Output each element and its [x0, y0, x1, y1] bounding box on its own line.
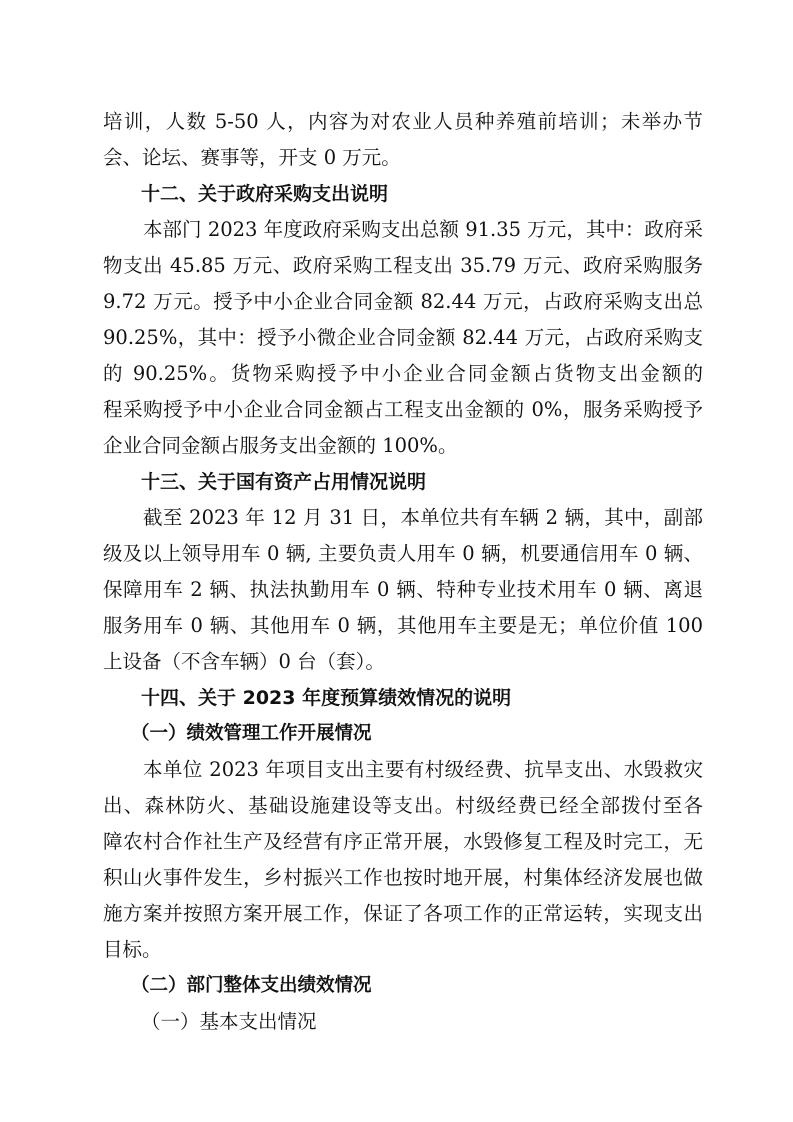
body-text-line: 培训，人数 5-50 人，内容为对农业人员种养殖前培训；未举办节	[103, 110, 703, 133]
body-text-line: 截至 2023 年 12 月 31 日，本单位共有车辆 2 辆，其中，副部	[143, 506, 703, 529]
body-text-line: 程采购授予中小企业合同金额占工程支出金额的 0%，服务采购授予	[103, 398, 703, 421]
body-text-line: 本单位 2023 年项目支出主要有村级经费、抗旱支出、水毁救灾	[143, 758, 703, 781]
body-text-line: 本部门 2023 年度政府采购支出总额 91.35 万元，其中：政府采	[143, 218, 703, 241]
body-text-line: 出、森林防火、基础设施建设等支出。村级经费已经全部拨付至各	[103, 794, 703, 817]
body-text-line: 目标。	[103, 938, 162, 961]
subsection-heading-management: （一）绩效管理工作开展情况	[131, 723, 372, 744]
body-text-line: 企业合同金额占服务支出金额的 100%。	[103, 434, 458, 457]
body-text-line: 会、论坛、赛事等，开支 0 万元。	[103, 146, 401, 169]
body-text-line: 上设备（不含车辆）0 台（套）。	[103, 650, 385, 673]
section-heading-performance: 十四、关于 2023 年度预算绩效情况的说明	[141, 687, 512, 709]
section-heading-procurement: 十二、关于政府采购支出说明	[141, 183, 389, 205]
body-text-line: 9.72 万元。授予中小企业合同金额 82.44 万元，占政府采购支出总	[103, 290, 703, 313]
body-text-line: 施方案并按照方案开展工作，保证了各项工作的正常运转，实现支出	[103, 902, 703, 925]
body-text-line: 障农村合作社生产及经营有序正常开展，水毁修复工程及时完工，无	[103, 830, 703, 853]
subsection-basic-expenditure: （一）基本支出情况	[141, 1010, 317, 1033]
body-text-line: 的 90.25%。货物采购授予中小企业合同金额占货物支出金额的	[103, 362, 703, 385]
body-text-line: 服务用车 0 辆、其他用车 0 辆，其他用车主要是无；单位价值 100	[103, 614, 703, 637]
body-text-line: 物支出 45.85 万元、政府采购工程支出 35.79 万元、政府采购服务	[103, 254, 703, 277]
subsection-heading-overall: （二）部门整体支出绩效情况	[131, 975, 372, 996]
body-text-line: 保障用车 2 辆、执法执勤用车 0 辆、特种专业技术用车 0 辆、离退	[103, 578, 703, 601]
document-page	[103, 104, 703, 1040]
body-text-line: 级及以上领导用车 0 辆, 主要负责人用车 0 辆，机要通信用车 0 辆、	[103, 542, 703, 565]
body-text-line: 积山火事件发生，乡村振兴工作也按时地开展，村集体经济发展也做	[103, 866, 703, 889]
section-heading-state-assets: 十三、关于国有资产占用情况说明	[141, 471, 427, 493]
body-text-line: 90.25%，其中：授予小微企业合同金额 82.44 万元，占政府采购支	[103, 326, 703, 349]
